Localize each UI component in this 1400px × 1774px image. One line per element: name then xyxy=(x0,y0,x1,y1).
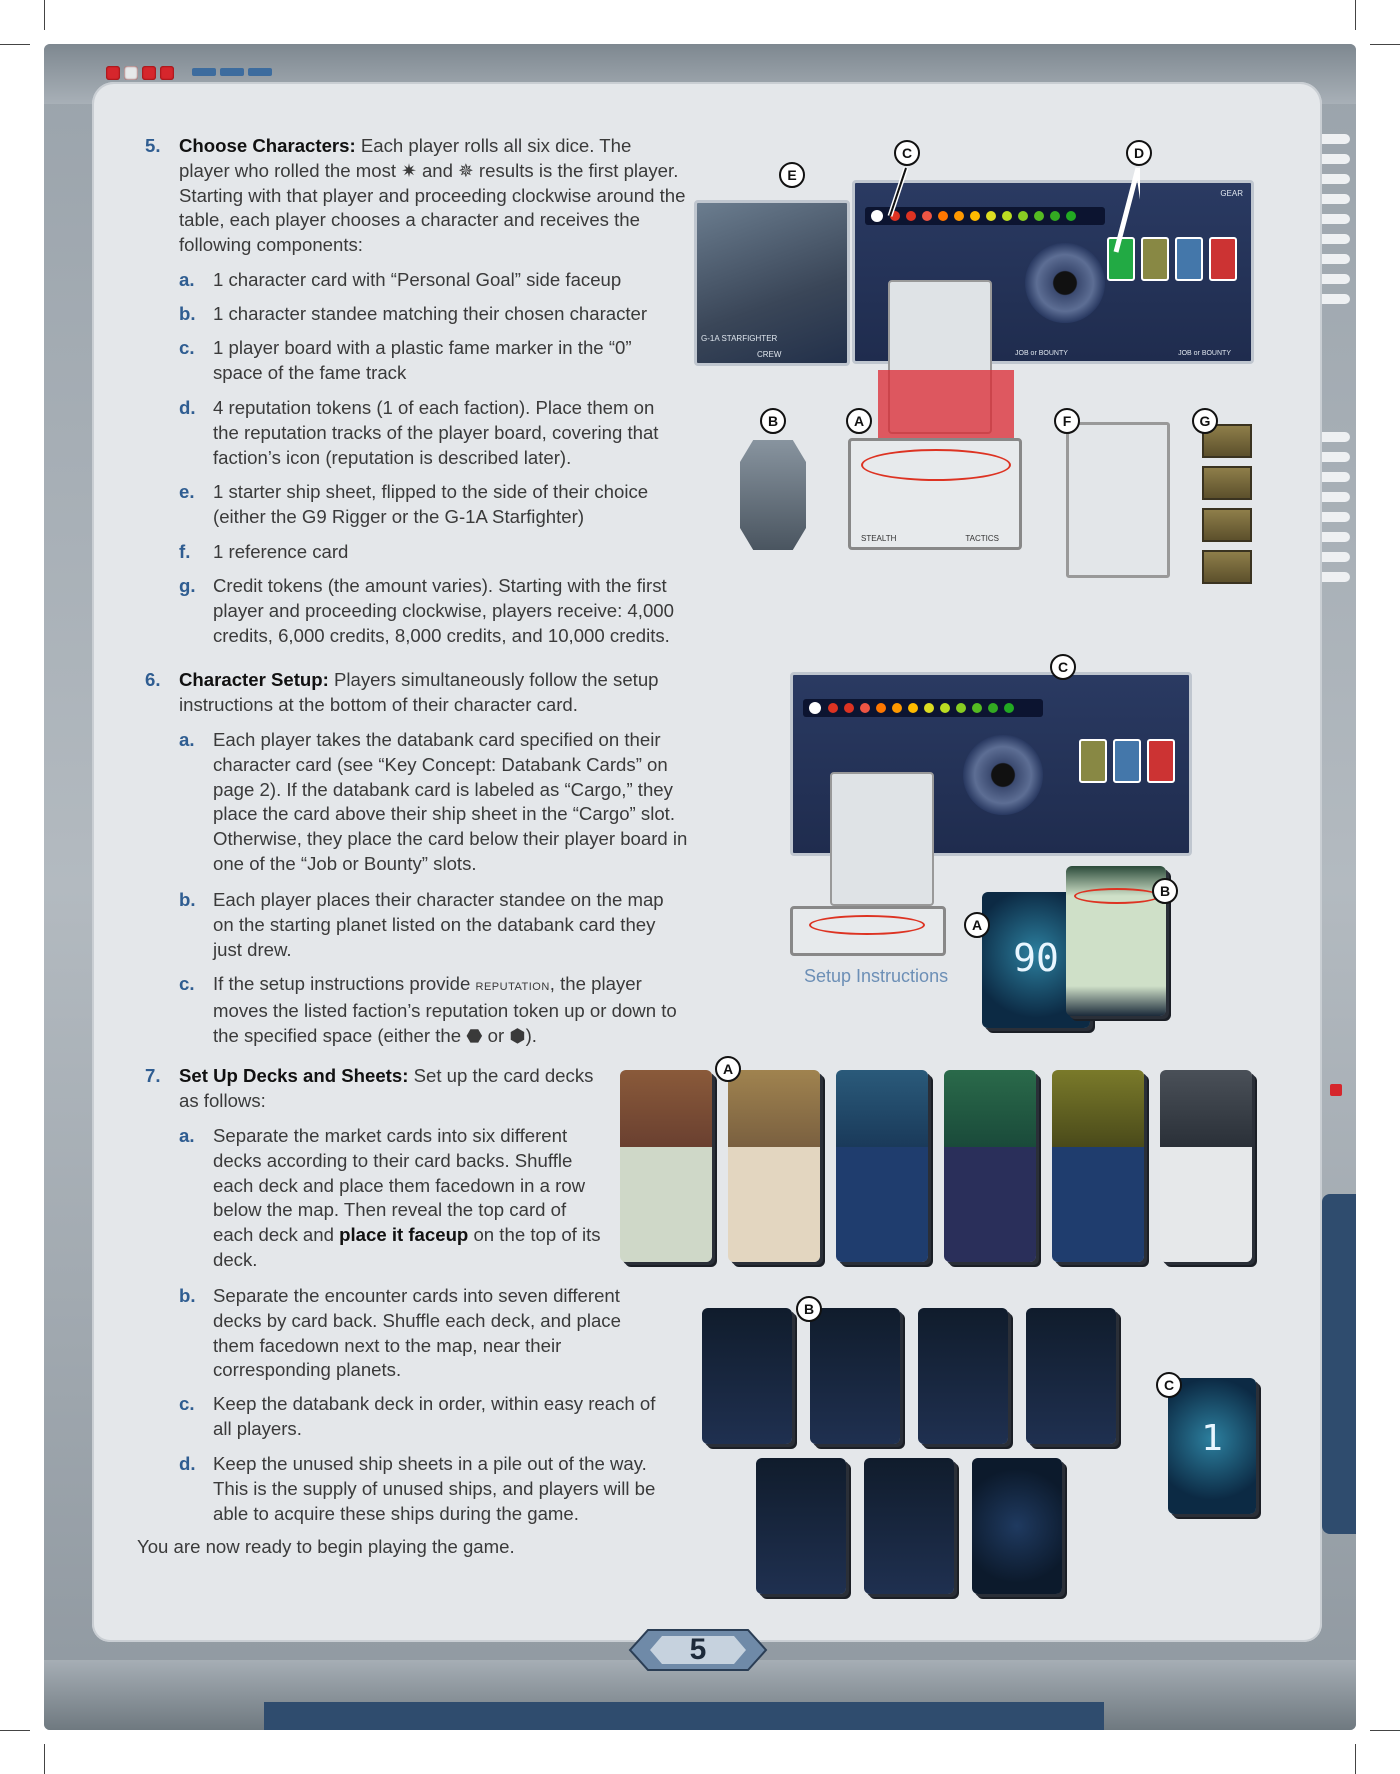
encounter-deck xyxy=(1026,1308,1116,1444)
list-item: b. Separate the encounter cards into seven different decks by card back. Shuffle each deck, and place them facedown next to the map, near their corresponding planets. xyxy=(179,1285,621,1381)
callout-e: E xyxy=(779,162,805,188)
encounter-deck xyxy=(756,1458,846,1594)
market-deck xyxy=(836,1070,928,1262)
market-deck xyxy=(1160,1070,1252,1262)
databank-card-front xyxy=(1066,866,1166,1016)
list-item: f. 1 reference card xyxy=(179,541,349,562)
reputation-up-icon: ⬣ xyxy=(466,1024,483,1046)
character-card-bottom: STEALTH TACTICS xyxy=(848,438,1022,550)
market-deck xyxy=(944,1070,1036,1262)
market-deck xyxy=(620,1070,712,1262)
market-deck xyxy=(728,1070,820,1262)
arrows-top xyxy=(880,160,1140,270)
step-5: 5. Choose Characters: Each player rolls all six dice. The player who rolled the most ✷ and ✵ results is the first player. Starting with that player and proceeding clockwise around the table, each player chooses a character and receives the following components: xyxy=(145,135,686,256)
encounter-deck xyxy=(702,1308,792,1444)
databank-card-back: 90 xyxy=(982,892,1090,1028)
step-7: 7. Set Up Decks and Sheets: Set up the card decks as follows: xyxy=(145,1065,594,1111)
reputation-down-icon: ⬢ xyxy=(509,1024,526,1046)
callout-d: D xyxy=(1126,140,1152,166)
callout-a-mid: A xyxy=(964,912,990,938)
list-item: a. Separate the market cards into six different decks according to their card backs. Shuffle each deck and place them facedown in a row below the map. Then reveal the top card of each deck and place it faceup on the top of its deck. xyxy=(179,1125,601,1270)
encounter-deck xyxy=(972,1458,1062,1594)
character-card-setup xyxy=(830,772,934,906)
databank-deck: 1 xyxy=(1168,1378,1256,1514)
callout-a: A xyxy=(846,408,872,434)
list-item: c. Keep the databank deck in order, within easy reach of all players. xyxy=(179,1393,656,1439)
list-item: a. 1 character card with “Personal Goal” side faceup xyxy=(179,269,622,290)
ship-sheet: G-1A STARFIGHTER CREW xyxy=(694,200,850,366)
frame-red-light xyxy=(1330,1084,1342,1096)
callout-c-bottom: C xyxy=(1156,1372,1182,1398)
setup-highlight xyxy=(878,370,1014,440)
frame-right-panel xyxy=(1322,1194,1356,1534)
encounter-deck xyxy=(864,1458,954,1594)
list-item: c. 1 player board with a plastic fame marker in the “0” space of the fame track xyxy=(179,337,632,383)
step-intro: Each player rolls all six dice. The player who rolled the most xyxy=(179,135,632,181)
frame-indicator-bars xyxy=(192,68,272,76)
callout-b-bottom: B xyxy=(796,1296,822,1322)
reference-card xyxy=(1066,422,1170,578)
step-heading: Choose Characters: xyxy=(179,135,356,156)
credit-tokens xyxy=(1202,424,1252,584)
encounter-deck xyxy=(810,1308,900,1444)
list-item: g. Credit tokens (the amount varies). Starting with the first player and proceeding clockwise, players receive: 4,000 credits, 6,000 credits, 8,000 credits, and 10,000 credits. xyxy=(179,575,674,646)
list-item: a. Each player takes the databank card specified on their character card (see “Key Concept: Databank Cards” on page 2). If the databank card is labeled as “Cargo,” they place the card above their ship sheet in the “Cargo” slot. Otherwise, they place the card below their player board in one of the “Job or Bounty” slots. xyxy=(179,729,688,874)
step-6: 6. Character Setup: Players simultaneously follow the setup instructions at the bottom of their character card. xyxy=(145,669,659,715)
list-item: d. Keep the unused ship sheets in a pile out of the way. This is the supply of unused ships, and players will be able to acquire these ships during the game. xyxy=(179,1453,656,1524)
setup-instructions-card xyxy=(790,906,946,956)
list-item: c. If the setup instructions provide reputation, the player moves the listed faction’s reputation token up or down to the specified space (either the ⬣ or ⬢). xyxy=(179,973,677,1046)
keyword-reputation: reputation xyxy=(475,977,550,994)
list-item: b. Each player places their character standee on the map on the starting planet listed on the databank card they just drew. xyxy=(179,889,664,960)
hit-icon: ✷ xyxy=(401,159,417,181)
setup-instructions-label: Setup Instructions xyxy=(804,966,949,986)
character-standee xyxy=(740,440,806,550)
page-number-badge xyxy=(628,1628,768,1672)
market-deck xyxy=(1052,1070,1144,1262)
callout-a-bottom: A xyxy=(715,1056,741,1082)
callout-f: F xyxy=(1054,408,1080,434)
page-number: 5 xyxy=(689,1633,707,1666)
callout-c: C xyxy=(894,140,920,166)
crit-icon: ✵ xyxy=(458,159,474,181)
list-item: e. 1 starter ship sheet, flipped to the side of their choice (either the G9 Rigger or the G-1A Starfighter) xyxy=(179,481,649,527)
callout-b-mid: B xyxy=(1152,878,1178,904)
callout-c-mid: C xyxy=(1050,654,1076,680)
closing-text: You are now ready to begin playing the game. xyxy=(137,1536,515,1557)
player-board: GEAR JOB or BOUNTY JOB or BOUNTY xyxy=(852,180,1254,364)
step-number: 5. xyxy=(145,135,161,156)
list-item: d. 4 reputation tokens (1 of each faction). Place them on the reputation tracks of the player board, covering that faction’s icon (reputation is described later). xyxy=(179,397,659,468)
list-item: b. 1 character standee matching their chosen character xyxy=(179,303,648,324)
callout-g: G xyxy=(1192,408,1218,434)
callout-b: B xyxy=(760,408,786,434)
frame-led-row xyxy=(106,66,174,80)
encounter-deck xyxy=(918,1308,1008,1444)
